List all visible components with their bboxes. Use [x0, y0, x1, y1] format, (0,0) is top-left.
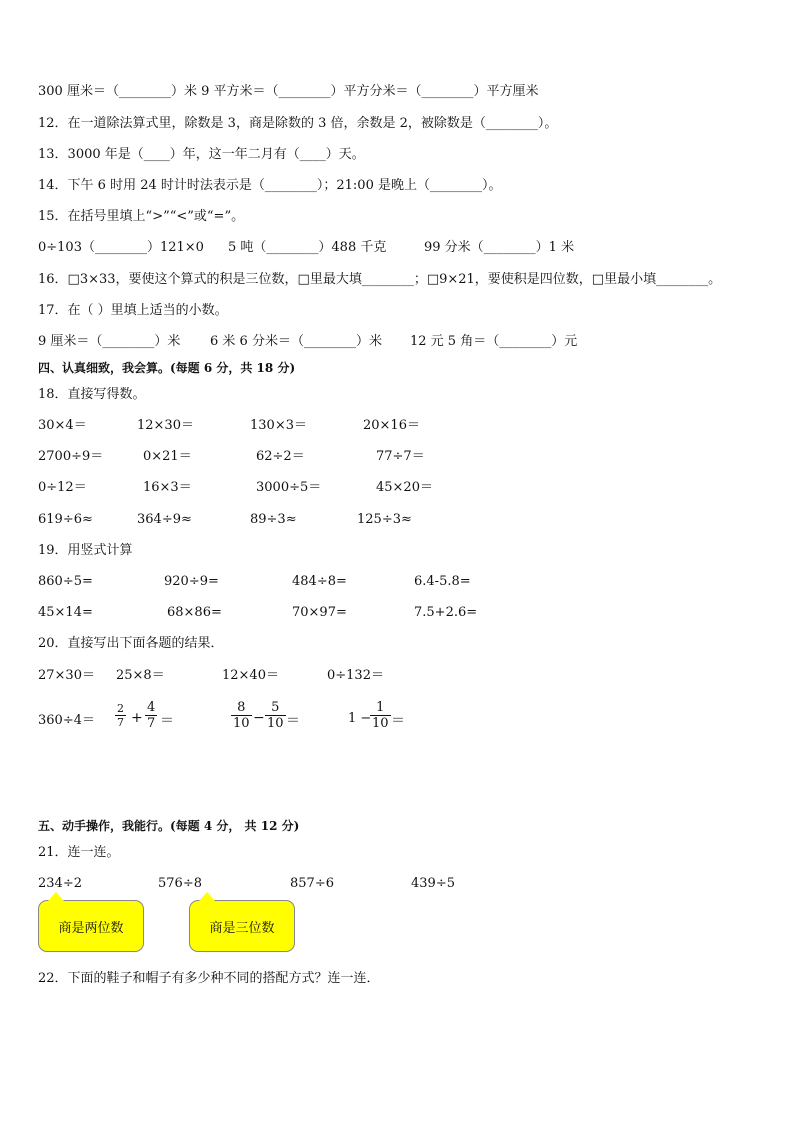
- vertical-calc-item: 70×97=: [292, 605, 347, 620]
- q15-item: 5 吨（________）488 千克: [228, 240, 387, 255]
- vertical-calc-item: 45×14=: [38, 605, 93, 620]
- numerator: 1: [376, 700, 385, 715]
- numerator: 5: [271, 700, 280, 715]
- calc-item: 364÷9≈: [137, 512, 192, 527]
- vertical-calc-item: 6.4-5.8=: [414, 574, 471, 589]
- denominator: 10: [372, 716, 389, 731]
- q17-item: 12 元 5 角＝（________）元: [410, 334, 578, 349]
- question-21: 21．连一连。: [38, 845, 120, 860]
- denominator: 10: [267, 716, 284, 731]
- calc-item: 125÷3≈: [357, 512, 412, 527]
- numerator: 2: [117, 702, 124, 715]
- numerator: 4: [147, 700, 156, 715]
- question-16: 16．□3×33，要使这个算式的积是三位数，□里最大填________；□9×21，要使积是四位数，□里最小填________。: [38, 272, 722, 287]
- vertical-calc-item: 7.5+2.6=: [414, 605, 478, 620]
- match-item: 576÷8: [158, 876, 202, 891]
- question-13: 13．3000 年是（____）年，这一年二月有（____）天。: [38, 147, 365, 162]
- question-17: 17．在（ ）里填上适当的小数。: [38, 303, 228, 318]
- q17-item: 9 厘米＝（________）米: [38, 334, 181, 349]
- match-item: 857÷6: [290, 876, 334, 891]
- vertical-calc-item: 920÷9=: [164, 574, 219, 589]
- calc-item: 89÷3≈: [250, 512, 297, 527]
- section-4-heading: 四、认真细致，我会算。(每题 6 分，共 18 分): [38, 361, 296, 375]
- q17-item: 6 米 6 分米＝（________）米: [210, 334, 382, 349]
- fraction: [145, 700, 157, 731]
- one-minus: 1 −: [348, 711, 372, 726]
- calc-item: 2700÷9＝: [38, 449, 104, 464]
- vertical-calc-item: 68×86=: [167, 605, 222, 620]
- answer-bubble[interactable]: [189, 900, 295, 952]
- calc-item: 30×4＝: [38, 418, 87, 433]
- fraction: [265, 700, 286, 731]
- calc-item: 77÷7＝: [376, 449, 425, 464]
- question-18: 18．直接写得数。: [38, 387, 146, 402]
- calc-item: 3000÷5＝: [256, 480, 322, 495]
- calc-item: 62÷2＝: [256, 449, 305, 464]
- calc-item: 0÷132＝: [327, 668, 384, 683]
- question-14: 14．下午 6 时用 24 时计时法表示是（________）；21:00 是晚上（________）。: [38, 178, 502, 193]
- question-15: 15．在括号里填上“>”“<”或“=”。: [38, 209, 245, 224]
- calc-item: 360÷4＝: [38, 713, 95, 728]
- calc-item: 45×20＝: [376, 480, 433, 495]
- calc-item: 27×30＝: [38, 668, 95, 683]
- bubble-tail: [48, 892, 64, 901]
- section-5-heading: 五、动手操作，我能行。(每题 4 分， 共 12 分): [38, 819, 300, 833]
- answer-bubble[interactable]: [38, 900, 144, 952]
- match-item: 439÷5: [411, 876, 455, 891]
- calc-item: 20×16＝: [363, 418, 420, 433]
- calc-item: 619÷6≈: [38, 512, 93, 527]
- minus-sign: −: [253, 710, 265, 726]
- denominator: 7: [117, 716, 124, 729]
- denominator: 7: [147, 716, 156, 731]
- fraction: [370, 700, 391, 731]
- bubble-tail: [199, 892, 215, 901]
- question-19: 19．用竖式计算: [38, 543, 133, 558]
- equals-sign: ＝: [286, 713, 300, 729]
- q15-item: 0÷103（________）121×0: [38, 240, 204, 255]
- calc-item: 25×8＝: [116, 668, 165, 683]
- calc-item: 16×3＝: [143, 480, 192, 495]
- plus-sign: +: [131, 710, 143, 726]
- bubble-label: 商是三位数: [209, 920, 275, 936]
- calc-item: 130×3＝: [250, 418, 307, 433]
- question-12: 12．在一道除法算式里，除数是 3，商是除数的 3 倍，余数是 2，被除数是（________）。: [38, 116, 558, 131]
- calc-item: 12×40＝: [222, 668, 279, 683]
- calc-item: 12×30＝: [137, 418, 194, 433]
- calc-item: 0÷12＝: [38, 480, 87, 495]
- numerator: 8: [237, 700, 246, 715]
- vertical-calc-item: 484÷8=: [292, 574, 347, 589]
- bubble-label: 商是两位数: [58, 920, 124, 936]
- question-20: 20．直接写出下面各题的结果．: [38, 636, 224, 651]
- equals-sign: ＝: [391, 713, 405, 729]
- q15-item: 99 分米（________）1 米: [424, 240, 575, 255]
- q11-line: 300 厘米＝（________）米 9 平方米＝（________）平方分米＝（________）平方厘米: [38, 84, 539, 99]
- calc-item: 0×21＝: [143, 449, 192, 464]
- fraction: [231, 700, 252, 731]
- fraction: [115, 702, 126, 729]
- question-22: 22．下面的鞋子和帽子有多少种不同的搭配方式？连一连．: [38, 971, 380, 986]
- denominator: 10: [233, 716, 250, 731]
- equals-sign: ＝: [160, 713, 174, 729]
- vertical-calc-item: 860÷5=: [38, 574, 93, 589]
- match-item: 234÷2: [38, 876, 82, 891]
